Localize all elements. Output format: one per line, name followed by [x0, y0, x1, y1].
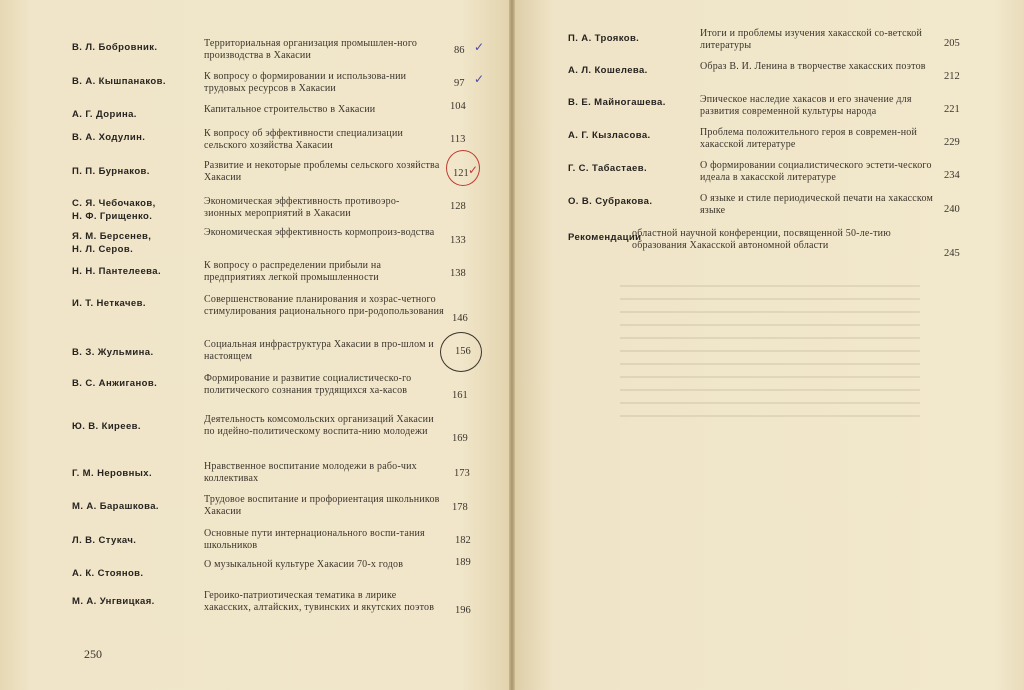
toc-title: О формировании социалистического эстети-ческого идеала в хакасской литературе — [700, 160, 932, 183]
toc-page: 221 — [944, 104, 960, 115]
toc-page: 173 — [454, 468, 470, 479]
toc-title: Социальная инфраструктура Хакасии в про-шлом и настоящем — [204, 339, 434, 362]
toc-page: 196 — [455, 605, 471, 616]
toc-author: И. Т. Неткачев. — [72, 298, 146, 309]
toc-author: В. Л. Бобровник. — [72, 42, 158, 53]
toc-title: Экономическая эффективность противоэро-зионных мероприятий в Хакасии — [204, 196, 400, 219]
bleed-through-text — [620, 285, 920, 425]
toc-title: Экономическая эффективность кормопроиз-водства — [204, 227, 435, 238]
toc-page: 212 — [944, 71, 960, 82]
toc-author: Г. С. Табастаев. — [568, 163, 647, 174]
toc-title: О музыкальной культуре Хакасии 70-х годов — [204, 559, 404, 570]
toc-author: М. А. Унгвицкая. — [72, 596, 155, 607]
toc-title: Эпическое наследие хакасов и его значение для развития современной культуры народа — [700, 94, 912, 117]
toc-page: 178 — [452, 502, 468, 513]
toc-page: 245 — [944, 248, 960, 259]
toc-page: 161 — [452, 390, 468, 401]
toc-author: А. Г. Дорина. — [72, 109, 137, 120]
toc-title: К вопросу о распределении прибыли на предприятиях легкой промышленности — [204, 260, 382, 283]
toc-author: В. Е. Майногашева. — [568, 97, 666, 108]
toc-author: В. З. Жульмина. — [72, 347, 154, 358]
toc-author: Л. В. Стукач. — [72, 535, 137, 546]
toc-author: В. С. Анжиганов. — [72, 378, 158, 389]
handwritten-circle-mark — [440, 332, 482, 372]
toc-title: Основные пути интернационального воспи-тания школьников — [204, 528, 425, 551]
toc-title: Трудовое воспитание и профориентация школьников Хакасии — [204, 494, 440, 517]
toc-title: К вопросу о формировании и использова-нии трудовых ресурсов в Хакасии — [204, 71, 407, 94]
toc-title: Героико-патриотическая тематика в лирике хакасских, алтайских, тувинских и якутских поэтов — [204, 590, 435, 613]
toc-title: Итоги и проблемы изучения хакасской со-ветской литературы — [700, 28, 923, 51]
handwritten-circle-mark — [446, 150, 480, 186]
toc-author: А. К. Стоянов. — [72, 568, 144, 579]
toc-author: С. Я. Чебочаков, Н. Ф. Грищенко. — [72, 198, 156, 222]
page-number: 250 — [84, 647, 102, 661]
toc-page: 113 — [450, 134, 466, 145]
handwritten-check-icon: ✓ — [468, 163, 479, 177]
toc-title: Образ В. И. Ленина в творчестве хакасских поэтов — [700, 61, 926, 72]
toc-title: Проблема положительного героя в современ-ной хакасской литературе — [700, 127, 918, 150]
handwritten-check-icon: ✓ — [474, 40, 485, 54]
toc-page: 133 — [450, 235, 466, 246]
book-gutter — [509, 0, 515, 690]
toc-author: П. А. Трояков. — [568, 33, 640, 44]
toc-page: 182 — [455, 535, 471, 546]
toc-title: областной научной конференции, посвященной 50-ле-тию образования Хакасской автономной области — [632, 228, 891, 251]
toc-author: Я. М. Берсенев, Н. Л. Серов. — [72, 231, 152, 255]
toc-page: 169 — [452, 433, 468, 444]
toc-page: 156 — [455, 346, 471, 357]
toc-author: Г. М. Неровных. — [72, 468, 153, 479]
toc-author: Ю. В. Киреев. — [72, 421, 141, 432]
toc-page: 128 — [450, 201, 466, 212]
toc-author: А. Г. Кызласова. — [568, 130, 651, 141]
toc-page: 205 — [944, 38, 960, 49]
toc-title: О языке и стиле периодической печати на хакасском языке — [700, 193, 934, 216]
toc-page: 240 — [944, 204, 960, 215]
toc-page: 86 — [454, 45, 465, 56]
toc-page: 146 — [452, 313, 468, 324]
toc-page: 138 — [450, 268, 466, 279]
toc-author: Рекомендации — [568, 232, 642, 243]
toc-author: В. А. Кышпанаков. — [72, 76, 166, 87]
toc-author: А. Л. Кошелева. — [568, 65, 648, 76]
toc-page: 97 — [454, 78, 465, 89]
toc-author: М. А. Барашкова. — [72, 501, 159, 512]
toc-page: 229 — [944, 137, 960, 148]
toc-page: 104 — [450, 101, 466, 112]
toc-author: О. В. Субракова. — [568, 196, 653, 207]
toc-page: 234 — [944, 170, 960, 181]
toc-title: Развитие и некоторые проблемы сельского хозяйства Хакасии — [204, 160, 440, 183]
toc-page: 121 — [453, 168, 469, 179]
toc-author: П. П. Бурнаков. — [72, 166, 150, 177]
toc-title: Деятельность комсомольских организаций Хакасии по идейно-политическому воспита-нию молодежи — [204, 414, 434, 437]
toc-title: Формирование и развитие социалистическо-го политического сознания трудящихся ха-касов — [204, 373, 412, 396]
toc-title: К вопросу об эффективности специализации сельского хозяйства Хакасии — [204, 128, 404, 151]
toc-author: В. А. Ходулин. — [72, 132, 146, 143]
toc-title: Нравственное воспитание молодежи в рабо-чих коллективах — [204, 461, 417, 484]
toc-author: Н. Н. Пантелеева. — [72, 266, 161, 277]
toc-title: Территориальная организация промышлен-ного производства в Хакасии — [204, 38, 418, 61]
toc-title: Совершенствование планирования и хозрас-четного стимулирования рационального при-родопользования — [204, 294, 444, 317]
toc-title: Капитальное строительство в Хакасии — [204, 104, 376, 115]
handwritten-check-icon: ✓ — [474, 72, 485, 86]
toc-page: 189 — [455, 557, 471, 568]
